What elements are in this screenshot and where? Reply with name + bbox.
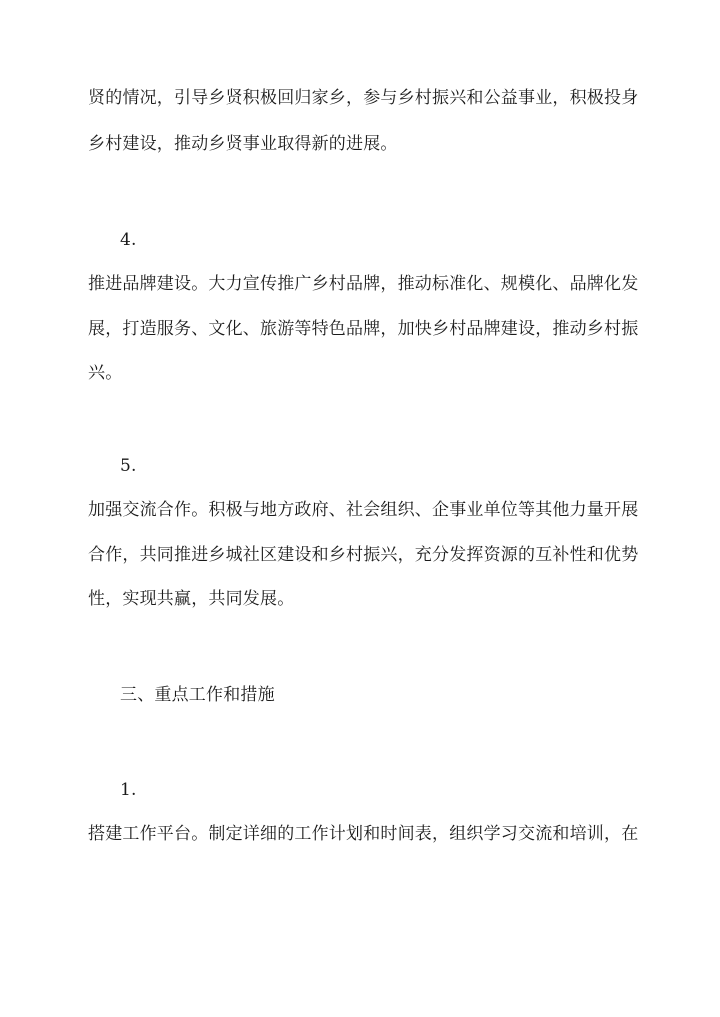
- section-heading: 三、重点工作和措施: [120, 685, 275, 705]
- item-number: 5.: [120, 456, 137, 476]
- paragraph-line: 乡村建设，推动乡贤事业取得新的进展。: [88, 134, 398, 154]
- paragraph-line: 加强交流合作。积极与地方政府、社会组织、企事业单位等其他力量开展: [88, 500, 639, 520]
- item-number: 4.: [120, 230, 137, 250]
- paragraph-line: 推进品牌建设。大力宣传推广乡村品牌，推动标准化、规模化、品牌化发: [88, 274, 639, 294]
- paragraph-line: 性，实现共赢，共同发展。: [88, 589, 295, 609]
- item-number: 1.: [120, 780, 137, 800]
- paragraph-line: 展，打造服务、文化、旅游等特色品牌，加快乡村品牌建设，推动乡村振: [88, 319, 639, 339]
- paragraph-line: 贤的情况，引导乡贤积极回归家乡，参与乡村振兴和公益事业，积极投身: [88, 88, 639, 108]
- paragraph-line: 搭建工作平台。制定详细的工作计划和时间表，组织学习交流和培训，在: [88, 824, 639, 844]
- paragraph-line: 兴。: [88, 363, 123, 383]
- paragraph-line: 合作，共同推进乡城社区建设和乡村振兴，充分发挥资源的互补性和优势: [88, 545, 639, 565]
